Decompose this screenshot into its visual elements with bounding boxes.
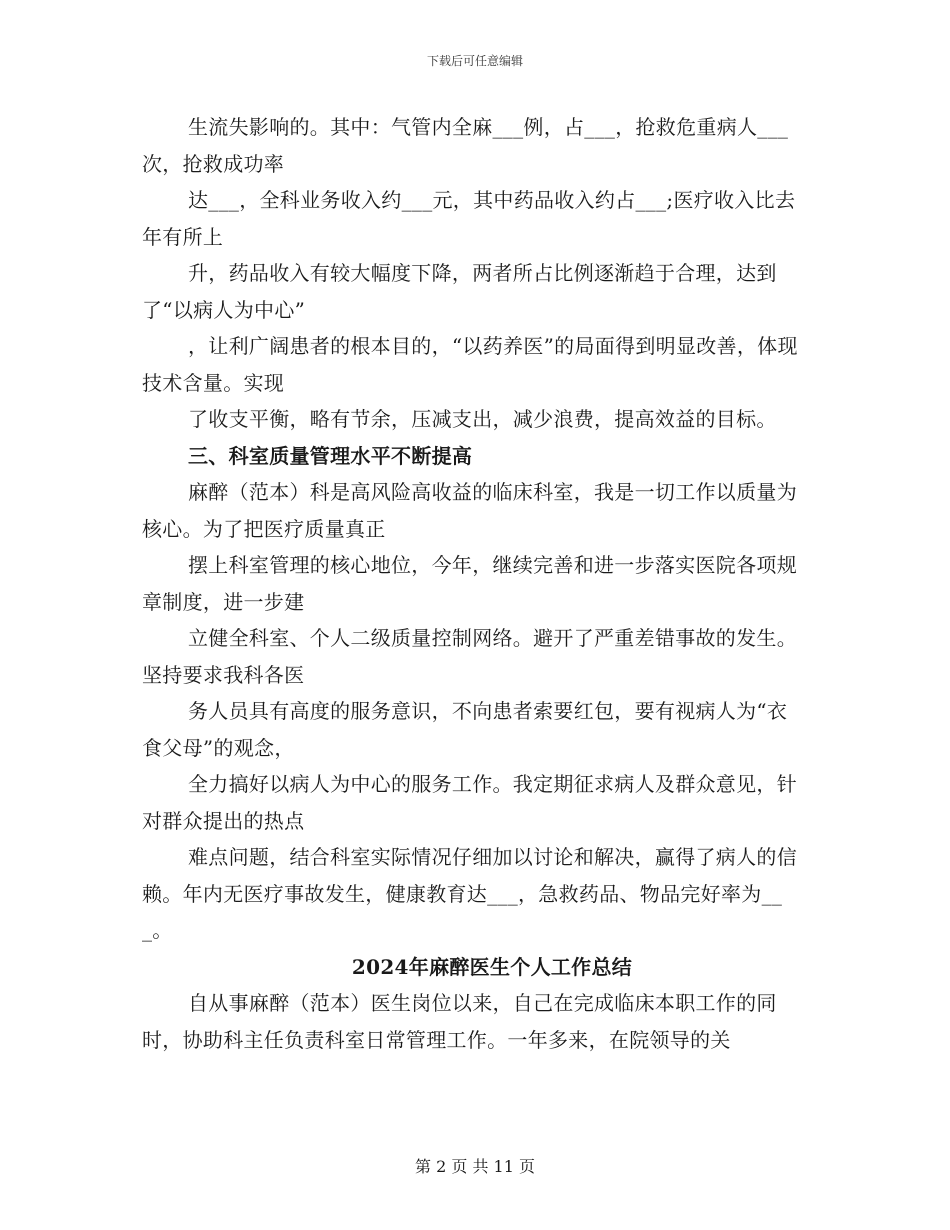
- paragraph: 自从事麻醉（范本）医生岗位以来，自己在完成临床本职工作的同时，协助科主任负责科室日常管理工作。一年多来，在院领导的关: [142, 991, 777, 1052]
- paragraph: 难点问题，结合科室实际情况仔细加以讨论和解决，赢得了病人的信赖。年内无医疗事故发生，健康教育达___，急救药品、物品完好率为___。: [142, 845, 797, 942]
- paragraph: 务人员具有高度的服务意识，不向患者索要红包，要有视病人为“衣食父母”的观念，: [142, 699, 788, 760]
- page-number: 第 2 页 共 11 页: [415, 1157, 535, 1176]
- paragraph: 升，药品收入有较大幅度下降，两者所占比例逐渐趋于合理，达到了“以病人为中心”: [142, 261, 777, 322]
- paragraph: 生流失影响的。其中：气管内全麻___例，占___，抢救危重病人___次，抢救成功率: [142, 115, 789, 176]
- paragraph: ，让利广阔患者的根本目的，“以药养医”的局面得到明显改善，体现技术含量。实现: [142, 334, 798, 395]
- paragraph: 达___，全科业务收入约___元，其中药品收入约占___;医疗收入比去年有所上: [142, 188, 796, 249]
- page-header: 下载后可任意编辑: [426, 54, 523, 68]
- document-body: [142, 109, 802, 1058]
- paragraph: 摆上科室管理的核心地位，今年，继续完善和进一步落实医院各项规章制度，进一步建: [142, 553, 797, 614]
- paragraph: 了收支平衡，略有节余，压减支出，减少浪费，提高效益的目标。: [188, 407, 777, 431]
- paragraph: 立健全科室、个人二级质量控制网络。避开了严重差错事故的发生。坚持要求我科各医: [142, 626, 797, 687]
- section-heading: 三、科室质量管理水平不断提高: [188, 443, 473, 468]
- paragraph: 全力搞好以病人为中心的服务工作。我定期征求病人及群众意见，针对群众提出的热点: [142, 772, 797, 833]
- document-title: 2024年麻醉医生个人工作总结: [351, 954, 633, 979]
- paragraph: 麻醉（范本）科是高风险高收益的临床科室，我是一切工作以质量为核心。为了把医疗质量真正: [142, 480, 797, 541]
